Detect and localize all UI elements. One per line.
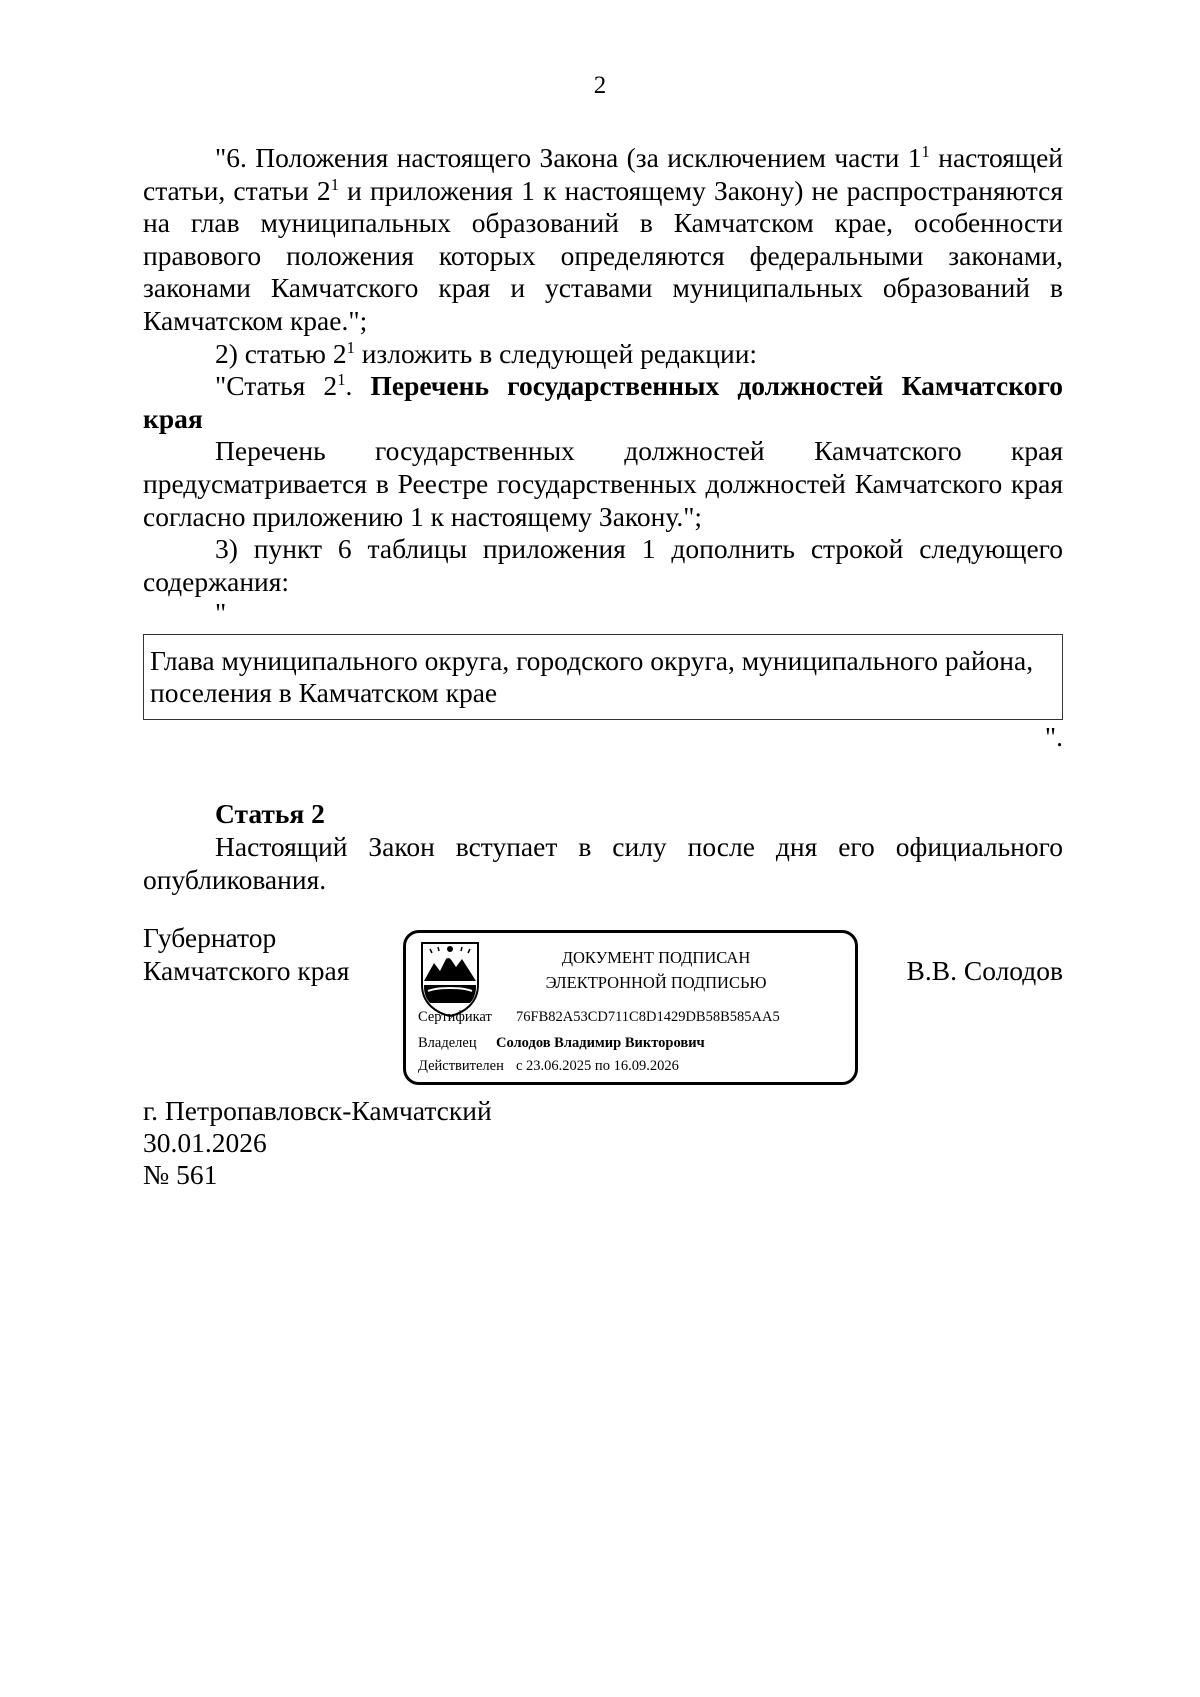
paragraph-item2 [143, 338, 1063, 371]
validity-label: Действителен [418, 1058, 504, 1074]
kamchatka-emblem-icon [418, 941, 482, 1017]
superscript: 1 [921, 141, 930, 161]
stamp-title [506, 945, 806, 995]
owner-value: Солодов Владимир Викторович [496, 1035, 705, 1051]
article-2-heading: Статья 2 [215, 798, 325, 830]
paragraph-text: настоящей статьи, статьи 2 [143, 142, 1063, 206]
article-label: "Статья 2 [215, 370, 338, 402]
superscript: 1 [346, 337, 355, 357]
validity-value: с 23.06.2025 по 16.09.2026 [516, 1058, 679, 1074]
stamp-validity [418, 1057, 679, 1075]
stamp-title-line: ЭЛЕКТРОННОЙ ПОДПИСЬЮ [545, 973, 767, 992]
paragraph-text: и приложения 1 к настоящему Закону) не распространяются на глав муниципальных образований в Камчатском крае, особенности правового положения которых определяются федеральными законами, законами Камчатского края и уставами муниципальных образований в Камчатском крае."; [143, 174, 1063, 336]
stamp-certificate [418, 1008, 780, 1026]
article-2-1-heading [143, 370, 1063, 435]
article-dot: . [345, 370, 371, 402]
signatory-position [143, 922, 403, 987]
certificate-label: Сертификат [418, 1009, 492, 1025]
stamp-owner [418, 1034, 705, 1052]
stamp-title-line: ДОКУМЕНТ ПОДПИСАН [561, 948, 751, 967]
page-number: 2 [593, 72, 607, 99]
document-number: № 561 [143, 1159, 218, 1190]
superscript: 1 [330, 174, 339, 194]
paragraph-item3: 3) пункт 6 таблицы приложения 1 дополнить строкой следующего содержания: [143, 533, 1063, 597]
article-2-body: Настоящий Закон вступает в силу после дня его официального опубликования. [143, 830, 1063, 895]
paragraph-text: изложить в следующей редакции: [354, 337, 758, 369]
superscript: 1 [337, 370, 346, 389]
certificate-value: 76FB82A53CD711C8D1429DB58B585AA5 [516, 1009, 780, 1025]
date: 30.01.2026 [143, 1127, 267, 1158]
position-line: Камчатского края [143, 954, 350, 986]
paragraph-part6 [143, 142, 1063, 338]
article-title: Перечень государственных должностей Камчатского края [143, 370, 1064, 434]
paragraph-text: "6. Положения настоящего Закона (за исключением части 1 [215, 142, 922, 173]
table-row-box: Глава муниципального округа, городского округа, муниципального района, поселения в Камчатском крае [143, 634, 1063, 720]
document-body [143, 142, 1063, 896]
position-line: Губернатор [143, 922, 277, 953]
quote-close: ". [1044, 721, 1063, 753]
quote-open: " [215, 597, 227, 629]
signature-block [143, 922, 1063, 1090]
signatory-name: В.В. Солодов [906, 955, 1063, 986]
paragraph-text: 2) статью 2 [215, 337, 347, 369]
document-footer [143, 1095, 492, 1191]
e-signature-stamp [403, 930, 858, 1085]
city: г. Петропавловск-Камчатский [143, 1095, 492, 1126]
owner-label: Владелец [418, 1035, 477, 1051]
article-2-1-body: Перечень государственных должностей Камчатского края предусматривается в Реестре государственных должностей Камчатского края согласно приложению 1 к настоящему Закону."; [143, 435, 1063, 532]
